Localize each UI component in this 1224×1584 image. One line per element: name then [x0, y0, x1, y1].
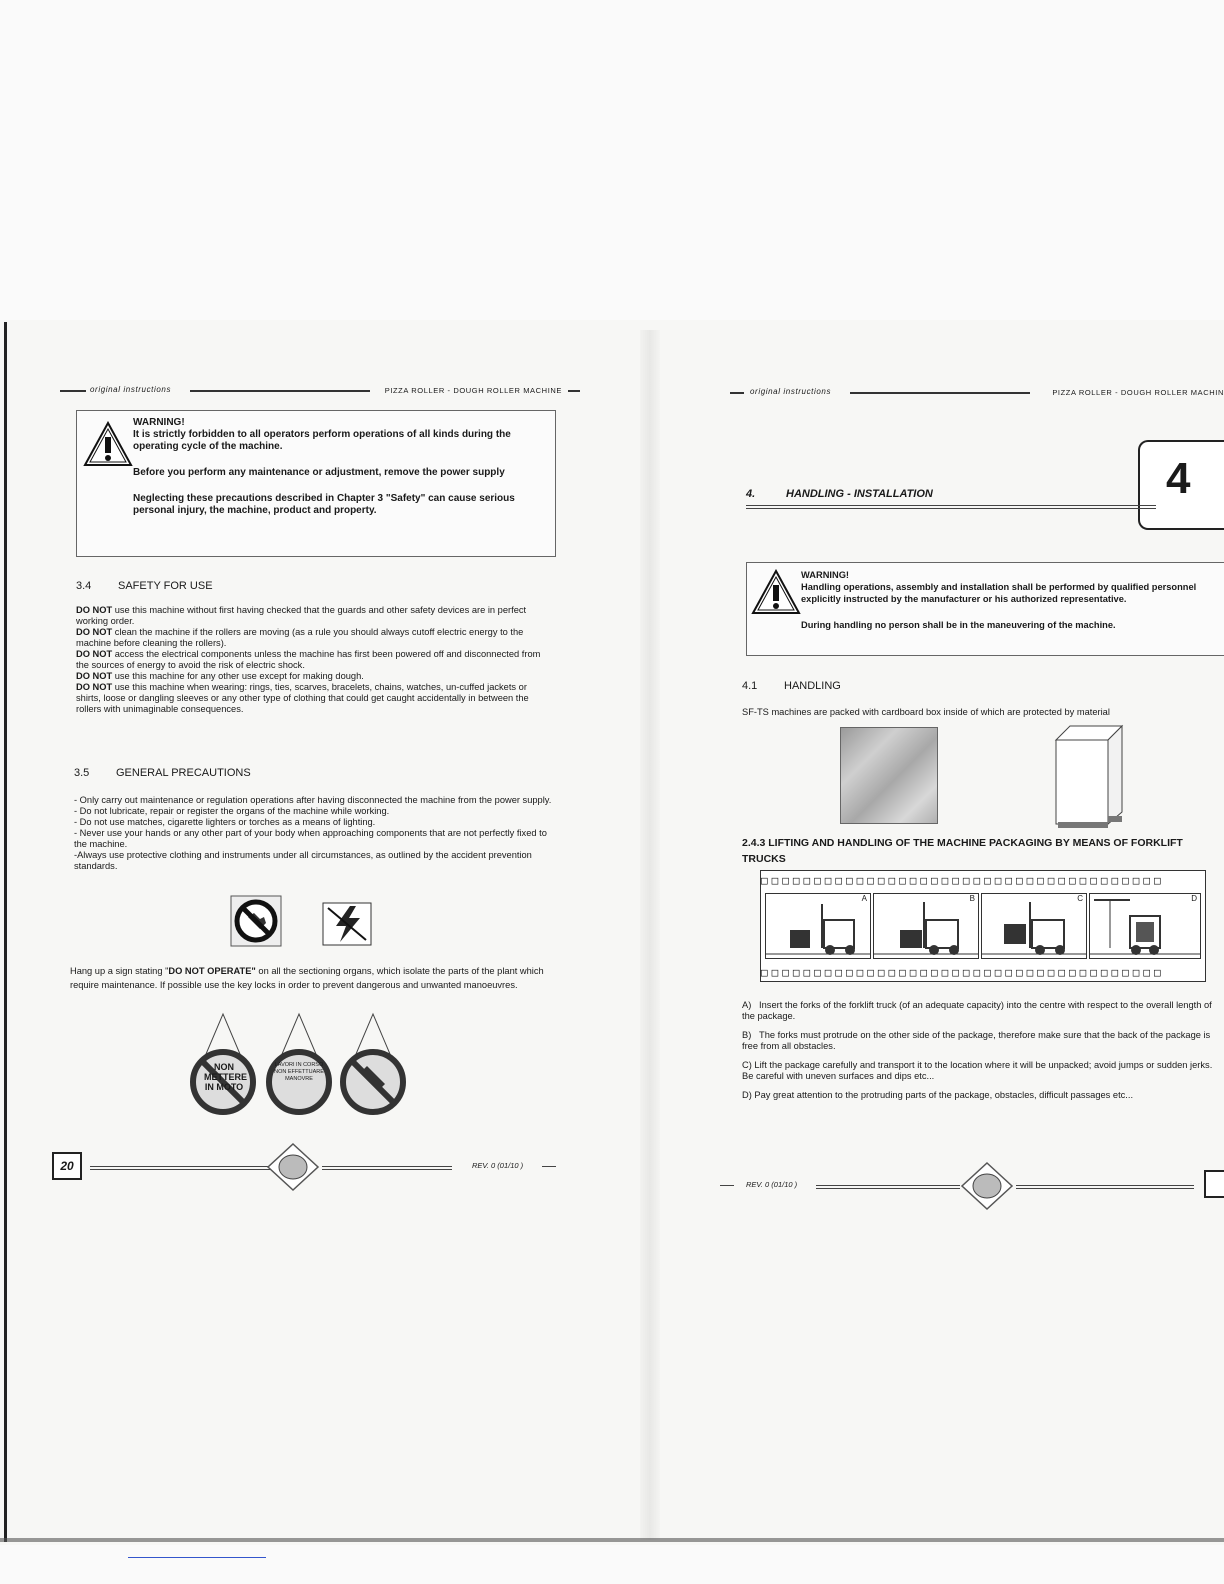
header-rule: [60, 390, 86, 392]
forklift-icon: [874, 894, 978, 958]
footer-rule: [816, 1188, 960, 1189]
warning-line: It is strictly forbidden to all operators perform operations of all kinds during the operating cycle of the machine.: [133, 429, 511, 452]
forklift-icon: [766, 894, 870, 958]
section-title: SAFETY FOR USE: [118, 580, 213, 592]
header-left-text: original instructions: [750, 387, 832, 396]
warning-line: Before you perform any maintenance or adjustment, remove the power supply: [133, 467, 505, 478]
safety-list: [76, 605, 554, 715]
header-rule: [190, 390, 370, 392]
list-item: - Only carry out maintenance or regulation operations after having disconnected the machine from the power supply.: [74, 795, 552, 805]
film-holes-top: □□□□□□□□□□□□□□□□□□□□□□□□□□□□□□□□□□□□□□: [761, 874, 1165, 887]
header-rule: [568, 390, 580, 392]
list-item: C) Lift the package carefully and transport it to the location where it will be unpacked; avoid jumps or sudden jerks. Be careful with uneven surfaces and dips etc...: [742, 1060, 1213, 1081]
sign-text-line: LAVORI IN CORSO: [274, 1062, 324, 1068]
footer-rule: [1016, 1185, 1194, 1186]
warning-line: Neglecting these precautions described in Chapter 3 "Safety" can cause serious personal injury, the machine, product and property.: [133, 493, 515, 516]
chapter-rule: [746, 508, 1156, 509]
list-item: - Do not lubricate, repair or register the organs of the machine while working.: [74, 806, 390, 816]
brand-logo-icon: [266, 1142, 320, 1192]
forklift-illustration-strip: [760, 870, 1206, 982]
frame-label: C: [1077, 894, 1083, 903]
footer-rule: [322, 1166, 452, 1167]
list-item: B) The forks must protrude on the other side of the package, therefore make sure that the back of the package is free from all obstacles.: [742, 1030, 1211, 1051]
warning-triangle-icon: [83, 421, 133, 467]
precautions-list: [74, 795, 554, 872]
section-heading: [76, 580, 213, 592]
section-heading: [742, 680, 841, 692]
chapter-rule: [746, 505, 1156, 506]
page-edge: [4, 322, 7, 1542]
sign-text: [274, 1062, 324, 1083]
list-item: DO NOT use this machine for any other use except for making dough.: [76, 671, 364, 681]
footer-rule: [90, 1166, 290, 1167]
section-heading: [74, 767, 251, 779]
forklift-icon: [982, 894, 1086, 958]
list-item: A) Insert the forks of the forklift truck (of an adequate capacity) into the centre with respect to the overall length of the package.: [742, 1000, 1212, 1021]
packaged-machine-photo: [840, 727, 938, 824]
illustration-frame-c: [981, 893, 1087, 959]
bottom-edge: [0, 1538, 1224, 1542]
handling-text: SF-TS machines are packed with cardboard box inside of which are protected by material: [742, 707, 1110, 717]
brand-logo-icon: [960, 1161, 1014, 1211]
section-number: 3.4: [76, 580, 92, 592]
footer-rule: [322, 1169, 452, 1170]
forklift-icon: [1090, 894, 1200, 958]
chapter-num-label: 4.: [746, 488, 756, 500]
footer-rule: [720, 1185, 734, 1186]
list-item: - Do not use matches, cigarette lighters or torches as a means of lighting.: [74, 817, 376, 827]
list-item: -Always use protective clothing and instruments under all circumstances, as outlined by the accident prevention standards.: [74, 850, 532, 871]
electric-hazard-icon: [322, 902, 372, 946]
page-number-box: [1204, 1170, 1224, 1198]
sign-text-line: NON EFFETTUARE MANOVRE: [274, 1069, 324, 1082]
list-item: DO NOT access the electrical components unless the machine has first been powered off and disconnected from the sources of energy to avoid the risk of electric shock.: [76, 649, 541, 670]
hang-sign-text: Hang up a sign stating "DO NOT OPERATE" on all the sectioning organs, which isolate the parts of the plant which require maintenance. If possible use the key locks in order to prevent dangerous and unwanted manoeuvres.: [70, 966, 544, 990]
revision-text: REV. 0 (01/10 ): [472, 1161, 524, 1170]
warning-box: [746, 562, 1224, 656]
sign-text: NON METTERE IN MOTO: [204, 1062, 248, 1092]
frame-label: D: [1191, 894, 1197, 903]
warning-line: Handling operations, assembly and installation shall be performed by qualified personnel explicitly instructed by the manufacturer or his authorized representative.: [801, 582, 1197, 604]
warning-triangle-icon: [751, 569, 801, 615]
illustration-frame-a: [765, 893, 871, 959]
warning-title: WARNING!: [801, 570, 850, 580]
illustration-frame-b: [873, 893, 979, 959]
chapter-number: 4: [1166, 454, 1191, 503]
frame-label: B: [969, 894, 975, 903]
footer-rule: [1016, 1188, 1194, 1189]
revision-text: REV. 0 (01/10 ): [746, 1180, 798, 1189]
list-item: DO NOT use this machine when wearing: rings, ties, scarves, bracelets, chains, watches, un-cuffed jackets or shirts, loose or dangling sleeves or any other type of clothing that could get caught accidentally in between the rollers with unimaginable consequences.: [76, 682, 529, 714]
footer-rule: [90, 1169, 290, 1170]
film-holes-bottom: □□□□□□□□□□□□□□□□□□□□□□□□□□□□□□□□□□□□□□: [761, 966, 1165, 979]
section-number: 4.1: [742, 680, 758, 692]
warning-title: WARNING!: [133, 417, 185, 428]
chapter-title: HANDLING - INSTALLATION: [786, 488, 933, 500]
page-header: [60, 380, 580, 400]
header-left-text: original instructions: [90, 385, 172, 394]
frame-label: A: [861, 894, 867, 903]
subsection-title: 2.4.3 LIFTING AND HANDLING OF THE MACHINE PACKAGING BY MEANS OF FORKLIFT TRUCKS: [742, 837, 1183, 865]
page-number: 20: [52, 1152, 82, 1180]
list-item: D) Pay great attention to the protruding parts of the package, obstacles, difficult passages etc...: [742, 1090, 1134, 1100]
footer-rule: [816, 1185, 960, 1186]
list-item: DO NOT use this machine without first having checked that the guards and other safety devices are in perfect working order.: [76, 605, 527, 626]
footer-rule: [542, 1166, 556, 1167]
package-drawing: [1048, 720, 1128, 832]
header-rule: [730, 392, 744, 394]
warning-line: During handling no person shall be in the maneuvering of the machine.: [801, 620, 1116, 630]
header-title: PIZZA ROLLER - DOUGH ROLLER MACHINE: [384, 386, 562, 395]
section-number: 3.5: [74, 767, 90, 779]
illustration-frame-d: [1089, 893, 1201, 959]
underline-mark: [128, 1557, 266, 1558]
section-title: HANDLING: [784, 680, 841, 692]
list-item: - Never use your hands or any other part of your body when approaching components that are not perfectly fixed to the machine.: [74, 828, 547, 849]
header-rule: [850, 392, 1030, 394]
no-maintenance-moving-icon: [230, 895, 282, 947]
page-header: [720, 380, 1224, 400]
warning-box: [76, 410, 556, 557]
handling-steps: [742, 1000, 1222, 1109]
book-spine: [640, 330, 660, 1540]
header-title: PIZZA ROLLER - DOUGH ROLLER MACHIN: [1052, 388, 1224, 397]
section-title: GENERAL PRECAUTIONS: [116, 767, 251, 779]
list-item: DO NOT clean the machine if the rollers are moving (as a rule you should always cutoff electric energy to the machine before cleaning the rollers).: [76, 627, 524, 648]
